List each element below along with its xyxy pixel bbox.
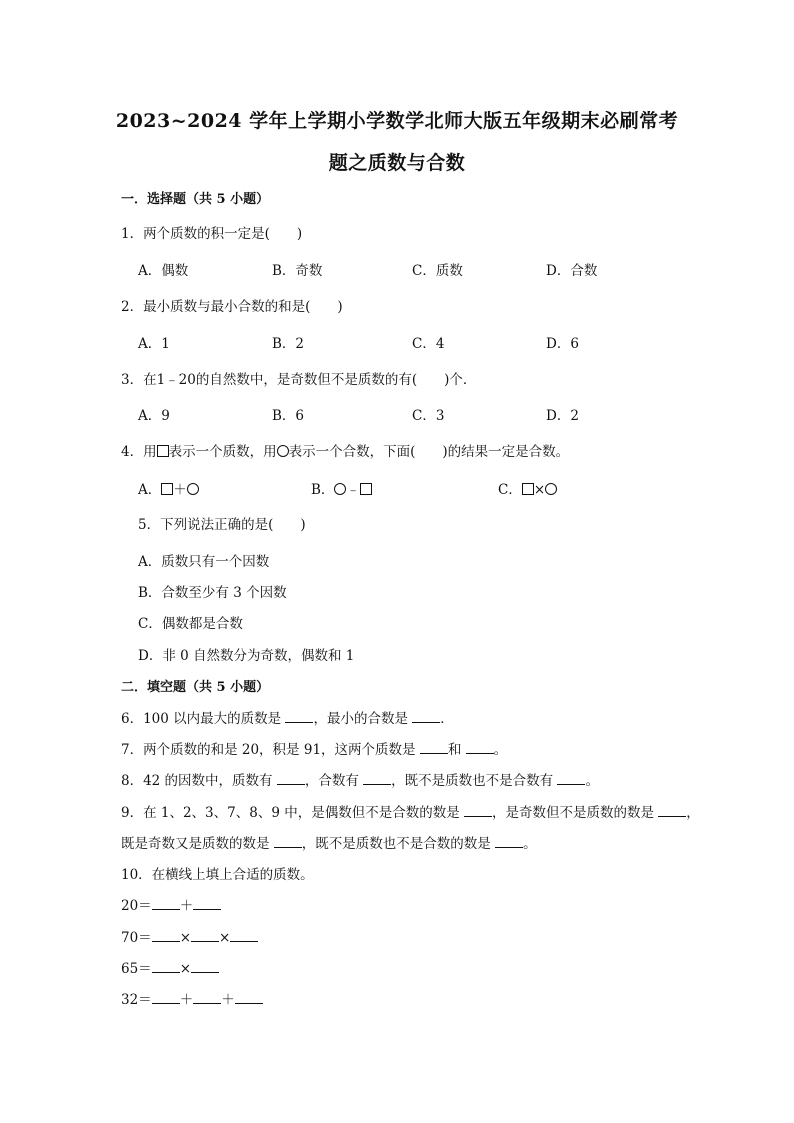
answer-blank[interactable] — [152, 929, 180, 942]
q5-option-a: A．质数只有一个因数 — [138, 554, 270, 570]
section-heading-choice: 一．选择题（共 5 小题） — [121, 192, 270, 207]
answer-blank[interactable] — [412, 710, 440, 723]
q1-option-c: C．质数 — [412, 263, 463, 279]
q4-option-c — [498, 478, 557, 498]
answer-blank[interactable] — [658, 804, 686, 817]
question-6 — [121, 707, 454, 727]
q6-text-1: 6．100 以内最大的质数是 — [121, 711, 286, 727]
q1-option-d: D．合数 — [546, 263, 598, 279]
q3-option-a: A．9 — [138, 408, 170, 424]
question-9-line-1 — [121, 801, 700, 821]
q4-text-2: 表示一个质数，用 — [168, 444, 277, 460]
q9-text-1: 9．在 1、2、3、7、8、9 中，是偶数但不是合数的数是 — [121, 805, 464, 821]
q3-option-b: B．6 — [272, 408, 305, 424]
answer-blank[interactable] — [466, 741, 494, 754]
square-symbol — [161, 483, 173, 495]
answer-blank[interactable] — [191, 960, 219, 973]
q1-option-a: A．偶数 — [138, 263, 189, 279]
question-7 — [121, 738, 507, 758]
q2-option-c: C．4 — [412, 336, 445, 352]
q4-text-3: 表示一个合数，下面( )的结果一定是合数。 — [288, 444, 570, 460]
question-10: 10．在横线上填上合适的质数。 — [121, 867, 314, 883]
q8-text-3: ，既不是质数也不是合数有 — [391, 773, 558, 789]
question-3: 3．在1﹣20的自然数中，是奇数但不是质数的有( )个． — [121, 372, 477, 388]
question-4 — [121, 440, 569, 460]
circle-symbol — [545, 483, 557, 495]
answer-blank[interactable] — [152, 991, 180, 1004]
square-symbol — [157, 445, 169, 457]
q4-option-b — [311, 478, 372, 498]
q4-option-c-label: C． — [498, 482, 522, 498]
circle-symbol — [334, 483, 346, 495]
section-heading-fill: 二．填空题（共 5 小题） — [121, 680, 270, 695]
q7-text-3: 。 — [493, 742, 508, 758]
plus-sign: ＋ — [221, 992, 235, 1008]
answer-blank[interactable] — [152, 960, 180, 973]
q2-option-b: B．2 — [272, 336, 305, 352]
q8-text-2: ，合数有 — [304, 773, 364, 789]
square-symbol — [360, 483, 372, 495]
question-9-line-2 — [121, 832, 537, 852]
times-sign: × — [179, 961, 191, 977]
q9-text-6: 。 — [523, 836, 537, 852]
answer-blank[interactable] — [464, 804, 492, 817]
q10-row-2 — [121, 926, 258, 946]
q5-option-c: C．偶数都是合数 — [138, 616, 243, 632]
q5-option-d: D．非 0 自然数分为奇数，偶数和 1 — [138, 648, 355, 664]
q4-option-a-operator: ＋ — [173, 482, 187, 498]
q4-option-a — [138, 478, 199, 498]
q3-option-d: D．2 — [546, 408, 579, 424]
answer-blank[interactable] — [420, 741, 448, 754]
q10-row-4-label: 32＝ — [121, 992, 152, 1008]
q6-text-3: ． — [440, 711, 454, 727]
plus-sign: ＋ — [179, 898, 194, 914]
q3-option-c: C．3 — [412, 408, 445, 424]
q7-text-2: 和 — [447, 742, 466, 758]
question-8 — [121, 769, 599, 789]
answer-blank[interactable] — [152, 897, 180, 910]
answer-blank[interactable] — [363, 772, 391, 785]
q9-text-4: 既是奇数又是质数的数是 — [121, 836, 274, 852]
q4-text-1: 4．用 — [121, 444, 157, 460]
question-1: 1．两个质数的积一定是( ) — [121, 226, 303, 242]
square-symbol — [522, 483, 534, 495]
answer-blank[interactable] — [230, 929, 258, 942]
answer-blank[interactable] — [277, 772, 305, 785]
q9-text-2: ，是奇数但不是质数的数是 — [492, 805, 659, 821]
answer-blank[interactable] — [557, 772, 585, 785]
answer-blank[interactable] — [193, 991, 221, 1004]
q4-option-a-label: A． — [138, 482, 162, 498]
q9-text-3: ， — [686, 805, 700, 821]
q10-row-4 — [121, 988, 263, 1008]
answer-blank[interactable] — [193, 897, 221, 910]
times-sign: × — [219, 930, 231, 946]
q8-text-4: 。 — [585, 773, 599, 789]
page-title-line1: 2023~2024 学年上学期小学数学北师大版五年级期末必刷常考 — [115, 110, 679, 132]
q5-option-b: B．合数至少有 3 个因数 — [138, 585, 287, 601]
answer-blank[interactable] — [274, 835, 302, 848]
q10-row-2-label: 70＝ — [121, 930, 152, 946]
q8-text-1: 8．42 的因数中，质数有 — [121, 773, 277, 789]
q9-text-5: ，既不是质数也不是合数的数是 — [301, 836, 496, 852]
q10-row-1 — [121, 894, 221, 914]
answer-blank[interactable] — [191, 929, 219, 942]
q2-option-a: A．1 — [138, 336, 170, 352]
q4-option-b-label: B． — [311, 482, 335, 498]
q2-option-d: D．6 — [546, 336, 579, 352]
q6-text-2: ，最小的合数是 — [313, 711, 413, 727]
question-5: 5．下列说法正确的是( ) — [138, 517, 306, 533]
q10-row-3-label: 65＝ — [121, 961, 152, 977]
page-title-line2: 题之质数与合数 — [328, 152, 466, 174]
times-sign: × — [179, 930, 191, 946]
q10-row-3 — [121, 957, 219, 977]
plus-sign: ＋ — [179, 992, 194, 1008]
answer-blank[interactable] — [495, 835, 523, 848]
q4-option-b-operator: ﹣ — [346, 482, 360, 498]
q7-text-1: 7．两个质数的和是 20，积是 91，这两个质数是 — [121, 742, 420, 758]
answer-blank[interactable] — [235, 991, 263, 1004]
q1-option-b: B．奇数 — [272, 263, 323, 279]
q10-row-1-label: 20＝ — [121, 898, 152, 914]
circle-symbol — [187, 483, 199, 495]
question-2: 2．最小质数与最小合数的和是( ) — [121, 299, 343, 315]
circle-symbol — [277, 445, 289, 457]
q4-option-c-operator: × — [533, 482, 546, 498]
answer-blank[interactable] — [285, 710, 313, 723]
